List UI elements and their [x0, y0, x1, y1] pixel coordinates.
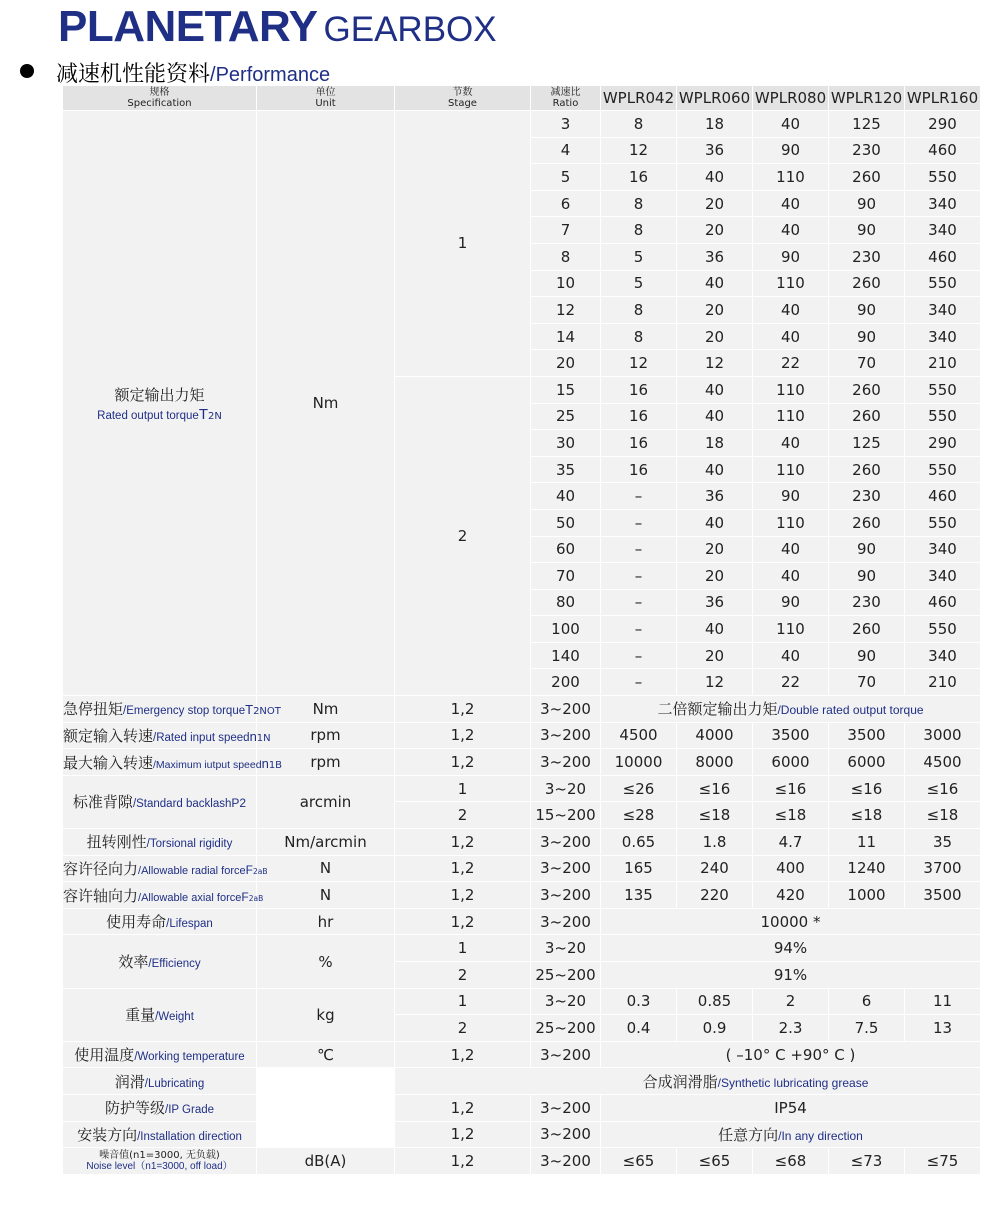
value-cell: 4.7 — [753, 829, 829, 856]
value-cell: ≤68 — [753, 1148, 829, 1175]
section-title-zh: 减速机性能资料 — [56, 61, 211, 86]
stage-cell: 1 — [395, 935, 531, 962]
value-cell: 460 — [905, 589, 981, 616]
stage-cell: 1 — [395, 988, 531, 1015]
value-cell: 40 — [753, 536, 829, 563]
value-cell: 4000 — [677, 722, 753, 749]
section-title — [20, 57, 330, 88]
ratio-cell: 3~200 — [531, 749, 601, 776]
value-cell: 13 — [905, 1015, 981, 1042]
ratio-cell: 3~200 — [531, 722, 601, 749]
stage-cell: 1,2 — [395, 1121, 531, 1148]
header-model: WPLR120 — [829, 86, 905, 111]
stage-cell: 1,2 — [395, 908, 531, 935]
merged-value: ( –10° C +90° C ) — [601, 1041, 981, 1068]
ratio-cell: 3~20 — [531, 935, 601, 962]
value-cell: 420 — [753, 882, 829, 909]
value-cell: 6 — [829, 988, 905, 1015]
table-row — [63, 775, 981, 802]
value-cell: ≤16 — [905, 775, 981, 802]
stage-cell: 2 — [395, 802, 531, 829]
value-cell: 230 — [829, 137, 905, 164]
stage-1-cell: 1 — [395, 111, 531, 377]
value-cell: 36 — [677, 137, 753, 164]
value-cell: 70 — [829, 669, 905, 696]
value-cell: – — [601, 642, 677, 669]
ratio-cell: 3~200 — [531, 882, 601, 909]
value-cell: 20 — [677, 642, 753, 669]
value-cell: 260 — [829, 376, 905, 403]
table-row — [63, 749, 981, 776]
unit-cell — [257, 1121, 395, 1148]
value-cell: 135 — [601, 882, 677, 909]
ratio-cell: 3~200 — [531, 1041, 601, 1068]
value-cell: 90 — [829, 217, 905, 244]
value-cell: 12 — [601, 350, 677, 377]
unit-cell — [257, 1094, 395, 1121]
table-row — [63, 988, 981, 1015]
unit-cell: kg — [257, 988, 395, 1041]
value-cell: 210 — [905, 669, 981, 696]
value-cell: – — [601, 589, 677, 616]
value-cell: 40 — [753, 430, 829, 457]
value-cell: 550 — [905, 376, 981, 403]
value-cell: 220 — [677, 882, 753, 909]
value-cell: 20 — [677, 563, 753, 590]
value-cell: 90 — [753, 483, 829, 510]
unit-cell: rpm — [257, 722, 395, 749]
ratio-cell: 70 — [531, 563, 601, 590]
value-cell: 90 — [829, 323, 905, 350]
value-cell: ≤18 — [905, 802, 981, 829]
value-cell: 3700 — [905, 855, 981, 882]
value-cell: 240 — [677, 855, 753, 882]
spec-label: 重量/Weight — [63, 988, 257, 1041]
value-cell: 110 — [753, 164, 829, 191]
value-cell: 125 — [829, 111, 905, 138]
page-title — [58, 2, 497, 52]
ratio-cell: 25~200 — [531, 1015, 601, 1042]
value-cell: ≤18 — [753, 802, 829, 829]
value-cell: 8 — [601, 217, 677, 244]
ratio-cell: 20 — [531, 350, 601, 377]
value-cell: 8 — [601, 190, 677, 217]
value-cell: 5 — [601, 270, 677, 297]
header-model: WPLR060 — [677, 86, 753, 111]
value-cell: 550 — [905, 509, 981, 536]
table-row — [63, 908, 981, 935]
value-cell: 260 — [829, 456, 905, 483]
ratio-cell: 50 — [531, 509, 601, 536]
value-cell: 340 — [905, 323, 981, 350]
value-cell: 22 — [753, 350, 829, 377]
value-cell: 18 — [677, 430, 753, 457]
stage-cell: 1,2 — [395, 1041, 531, 1068]
value-cell: 90 — [753, 243, 829, 270]
value-cell: ≤26 — [601, 775, 677, 802]
table-row — [63, 111, 981, 138]
value-cell: 110 — [753, 616, 829, 643]
value-cell: 5 — [601, 243, 677, 270]
value-cell: 20 — [677, 297, 753, 324]
value-cell: 40 — [753, 190, 829, 217]
value-cell: 110 — [753, 270, 829, 297]
value-cell: 3000 — [905, 722, 981, 749]
value-cell: 550 — [905, 164, 981, 191]
value-cell: 40 — [753, 111, 829, 138]
value-cell: 460 — [905, 483, 981, 510]
value-cell: 36 — [677, 589, 753, 616]
value-cell: 0.9 — [677, 1015, 753, 1042]
ratio-cell: 35 — [531, 456, 601, 483]
ratio-cell: 3~200 — [531, 855, 601, 882]
ratio-cell: 60 — [531, 536, 601, 563]
value-cell: 165 — [601, 855, 677, 882]
value-cell: 20 — [677, 536, 753, 563]
value-cell: 10000 — [601, 749, 677, 776]
spec-label: 润滑/Lubricating — [63, 1068, 257, 1095]
value-cell: 340 — [905, 536, 981, 563]
merged-value: IP54 — [601, 1094, 981, 1121]
value-cell: 460 — [905, 137, 981, 164]
spec-label: 标准背隙/Standard backlashP2 — [63, 775, 257, 828]
header-stage: 节数 Stage — [395, 86, 531, 111]
spec-label: 防护等级/IP Grade — [63, 1094, 257, 1121]
ratio-cell: 4 — [531, 137, 601, 164]
value-cell: 11 — [829, 829, 905, 856]
value-cell: 40 — [753, 217, 829, 244]
ratio-cell: 3~20 — [531, 988, 601, 1015]
unit-cell: rpm — [257, 749, 395, 776]
value-cell: 340 — [905, 563, 981, 590]
ratio-cell: 100 — [531, 616, 601, 643]
value-cell: 110 — [753, 403, 829, 430]
value-cell: – — [601, 616, 677, 643]
value-cell: 36 — [677, 483, 753, 510]
stage-cell: 1 — [395, 775, 531, 802]
value-cell: 340 — [905, 217, 981, 244]
value-cell: 8 — [601, 323, 677, 350]
ratio-cell: 3~200 — [531, 829, 601, 856]
value-cell: 36 — [677, 243, 753, 270]
value-cell: ≤18 — [829, 802, 905, 829]
value-cell: 6000 — [829, 749, 905, 776]
value-cell: 3500 — [905, 882, 981, 909]
spec-label: 安装方向/Installation direction — [63, 1121, 257, 1148]
ratio-cell: 3~200 — [531, 908, 601, 935]
value-cell: 90 — [829, 563, 905, 590]
value-cell: 40 — [677, 270, 753, 297]
stage-2-cell: 2 — [395, 376, 531, 695]
ratio-cell: 80 — [531, 589, 601, 616]
unit-cell: % — [257, 935, 395, 988]
value-cell: 20 — [677, 323, 753, 350]
value-cell: 16 — [601, 456, 677, 483]
value-cell: ≤16 — [753, 775, 829, 802]
merged-value: 合成润滑脂/Synthetic lubricating grease — [395, 1068, 981, 1095]
value-cell: ≤16 — [677, 775, 753, 802]
ratio-cell: 3~200 — [531, 1121, 601, 1148]
merged-value: 94% — [601, 935, 981, 962]
stage-cell: 1,2 — [395, 1094, 531, 1121]
value-cell: 40 — [753, 563, 829, 590]
value-cell: 40 — [753, 642, 829, 669]
table-row — [63, 1068, 981, 1095]
header-model: WPLR080 — [753, 86, 829, 111]
unit-cell: Nm — [257, 696, 395, 723]
table-row — [63, 1041, 981, 1068]
ratio-cell: 8 — [531, 243, 601, 270]
rated-torque-label: 额定输出力矩 Rated output torqueT2N — [63, 111, 257, 696]
value-cell: 340 — [905, 642, 981, 669]
stage-cell: 2 — [395, 962, 531, 989]
value-cell: 1000 — [829, 882, 905, 909]
value-cell: 260 — [829, 164, 905, 191]
value-cell: 70 — [829, 350, 905, 377]
spec-label: 容许轴向力/Allowable axial forceF2aB — [63, 882, 257, 909]
table-row — [63, 696, 981, 723]
value-cell: ≤18 — [677, 802, 753, 829]
ratio-cell: 25~200 — [531, 962, 601, 989]
value-cell: – — [601, 669, 677, 696]
header-ratio: 减速比 Ratio — [531, 86, 601, 111]
ratio-cell: 5 — [531, 164, 601, 191]
value-cell: 40 — [677, 164, 753, 191]
value-cell: 0.65 — [601, 829, 677, 856]
value-cell: 90 — [829, 642, 905, 669]
stage-cell: 1,2 — [395, 829, 531, 856]
value-cell: 260 — [829, 616, 905, 643]
value-cell: 550 — [905, 270, 981, 297]
value-cell: 230 — [829, 483, 905, 510]
value-cell: ≤28 — [601, 802, 677, 829]
ratio-cell: 6 — [531, 190, 601, 217]
value-cell: 40 — [677, 509, 753, 536]
stage-cell: 1,2 — [395, 722, 531, 749]
ratio-cell: 10 — [531, 270, 601, 297]
value-cell: 3500 — [753, 722, 829, 749]
value-cell: 550 — [905, 456, 981, 483]
value-cell: 90 — [829, 190, 905, 217]
value-cell: 4500 — [905, 749, 981, 776]
merged-value: 二倍额定输出力矩/Double rated output torque — [601, 696, 981, 723]
value-cell: 7.5 — [829, 1015, 905, 1042]
value-cell: – — [601, 483, 677, 510]
table-header-row — [63, 86, 981, 111]
value-cell: 260 — [829, 403, 905, 430]
ratio-cell: 30 — [531, 430, 601, 457]
value-cell: 290 — [905, 430, 981, 457]
spec-label: 使用寿命/Lifespan — [63, 908, 257, 935]
title-light: GEARBOX — [323, 10, 497, 49]
value-cell: 8000 — [677, 749, 753, 776]
merged-value: 任意方向/In any direction — [601, 1121, 981, 1148]
spec-label: 效率/Efficiency — [63, 935, 257, 988]
value-cell: 0.85 — [677, 988, 753, 1015]
value-cell: 12 — [677, 669, 753, 696]
value-cell: 230 — [829, 243, 905, 270]
spec-label: 使用温度/Working temperature — [63, 1041, 257, 1068]
value-cell: 0.3 — [601, 988, 677, 1015]
stage-cell: 1,2 — [395, 749, 531, 776]
value-cell: 210 — [905, 350, 981, 377]
value-cell: 110 — [753, 376, 829, 403]
spec-label: 急停扭矩/Emergency stop torqueT2NOT — [63, 696, 257, 723]
ratio-cell: 3~200 — [531, 1094, 601, 1121]
value-cell: 90 — [753, 137, 829, 164]
stage-cell: 2 — [395, 1015, 531, 1042]
value-cell: 90 — [753, 589, 829, 616]
spec-label: 扭转刚性/Torsional rigidity — [63, 829, 257, 856]
stage-cell: 1,2 — [395, 855, 531, 882]
value-cell: 16 — [601, 164, 677, 191]
value-cell: 290 — [905, 111, 981, 138]
table-row — [63, 1121, 981, 1148]
performance-table — [62, 85, 981, 1175]
table-row — [63, 1148, 981, 1175]
value-cell: 40 — [753, 323, 829, 350]
value-cell: 18 — [677, 111, 753, 138]
ratio-cell: 140 — [531, 642, 601, 669]
stage-cell: 1,2 — [395, 1148, 531, 1175]
value-cell: 400 — [753, 855, 829, 882]
unit-cell — [257, 1068, 395, 1095]
value-cell: 550 — [905, 403, 981, 430]
header-model: WPLR042 — [601, 86, 677, 111]
value-cell: 550 — [905, 616, 981, 643]
ratio-cell: 15~200 — [531, 802, 601, 829]
ratio-cell: 15 — [531, 376, 601, 403]
value-cell: – — [601, 563, 677, 590]
unit-cell: hr — [257, 908, 395, 935]
value-cell: 260 — [829, 270, 905, 297]
table-row — [63, 1094, 981, 1121]
value-cell: ≤65 — [601, 1148, 677, 1175]
value-cell: 1.8 — [677, 829, 753, 856]
section-title-en: /Performance — [210, 64, 331, 86]
value-cell: 40 — [677, 616, 753, 643]
rated-torque-unit: Nm — [257, 111, 395, 696]
value-cell: 260 — [829, 509, 905, 536]
bullet-icon — [20, 64, 34, 78]
value-cell: 0.4 — [601, 1015, 677, 1042]
table-row — [63, 855, 981, 882]
value-cell: 340 — [905, 297, 981, 324]
ratio-cell: 40 — [531, 483, 601, 510]
value-cell: 1240 — [829, 855, 905, 882]
value-cell: 35 — [905, 829, 981, 856]
unit-cell: Nm/arcmin — [257, 829, 395, 856]
value-cell: 3500 — [829, 722, 905, 749]
header-unit: 单位 Unit — [257, 86, 395, 111]
ratio-cell: 3~200 — [531, 1148, 601, 1175]
spec-label: 额定输入转速/Rated input speedn1N — [63, 722, 257, 749]
table-row — [63, 935, 981, 962]
ratio-cell: 12 — [531, 297, 601, 324]
value-cell: 90 — [829, 297, 905, 324]
ratio-cell: 3~20 — [531, 775, 601, 802]
value-cell: 40 — [677, 376, 753, 403]
spec-label: 最大输入转速/Maximum iutput speedn1B — [63, 749, 257, 776]
unit-cell: dB(A) — [257, 1148, 395, 1175]
value-cell: 2.3 — [753, 1015, 829, 1042]
ratio-cell: 14 — [531, 323, 601, 350]
stage-cell: 1,2 — [395, 882, 531, 909]
value-cell: 8 — [601, 297, 677, 324]
value-cell: ≤16 — [829, 775, 905, 802]
value-cell: 40 — [753, 297, 829, 324]
header-spec: 规格 Specification — [63, 86, 257, 111]
value-cell: 20 — [677, 217, 753, 244]
value-cell: ≤75 — [905, 1148, 981, 1175]
value-cell: 22 — [753, 669, 829, 696]
ratio-cell: 25 — [531, 403, 601, 430]
value-cell: 90 — [829, 536, 905, 563]
unit-cell: arcmin — [257, 775, 395, 828]
value-cell: ≤73 — [829, 1148, 905, 1175]
unit-cell: N — [257, 855, 395, 882]
value-cell: 20 — [677, 190, 753, 217]
ratio-cell: 3 — [531, 111, 601, 138]
value-cell: 125 — [829, 430, 905, 457]
header-model: WPLR160 — [905, 86, 981, 111]
table-row — [63, 722, 981, 749]
value-cell: 460 — [905, 243, 981, 270]
value-cell: ≤65 — [677, 1148, 753, 1175]
value-cell: 2 — [753, 988, 829, 1015]
table-row — [63, 829, 981, 856]
value-cell: 340 — [905, 190, 981, 217]
value-cell: 11 — [905, 988, 981, 1015]
value-cell: 230 — [829, 589, 905, 616]
value-cell: 4500 — [601, 722, 677, 749]
ratio-cell: 200 — [531, 669, 601, 696]
value-cell: 12 — [677, 350, 753, 377]
unit-cell: N — [257, 882, 395, 909]
value-cell: – — [601, 536, 677, 563]
value-cell: 110 — [753, 509, 829, 536]
stage-cell: 1,2 — [395, 696, 531, 723]
spec-label: 噪音值(n1=3000, 无负载) Noise level（n1=3000, off load） — [63, 1148, 257, 1175]
value-cell: 40 — [677, 403, 753, 430]
value-cell: 16 — [601, 430, 677, 457]
value-cell: 40 — [677, 456, 753, 483]
value-cell: 12 — [601, 137, 677, 164]
spec-label: 容许径向力/Allowable radial forceF2aB — [63, 855, 257, 882]
ratio-cell: 3~200 — [531, 696, 601, 723]
merged-value: 91% — [601, 962, 981, 989]
value-cell: 16 — [601, 403, 677, 430]
ratio-cell: 7 — [531, 217, 601, 244]
unit-cell: ℃ — [257, 1041, 395, 1068]
value-cell: 110 — [753, 456, 829, 483]
value-cell: 6000 — [753, 749, 829, 776]
value-cell: – — [601, 509, 677, 536]
table-row — [63, 882, 981, 909]
title-bold: PLANETARY — [58, 2, 318, 51]
value-cell: 16 — [601, 376, 677, 403]
value-cell: 8 — [601, 111, 677, 138]
merged-value: 10000 * — [601, 908, 981, 935]
